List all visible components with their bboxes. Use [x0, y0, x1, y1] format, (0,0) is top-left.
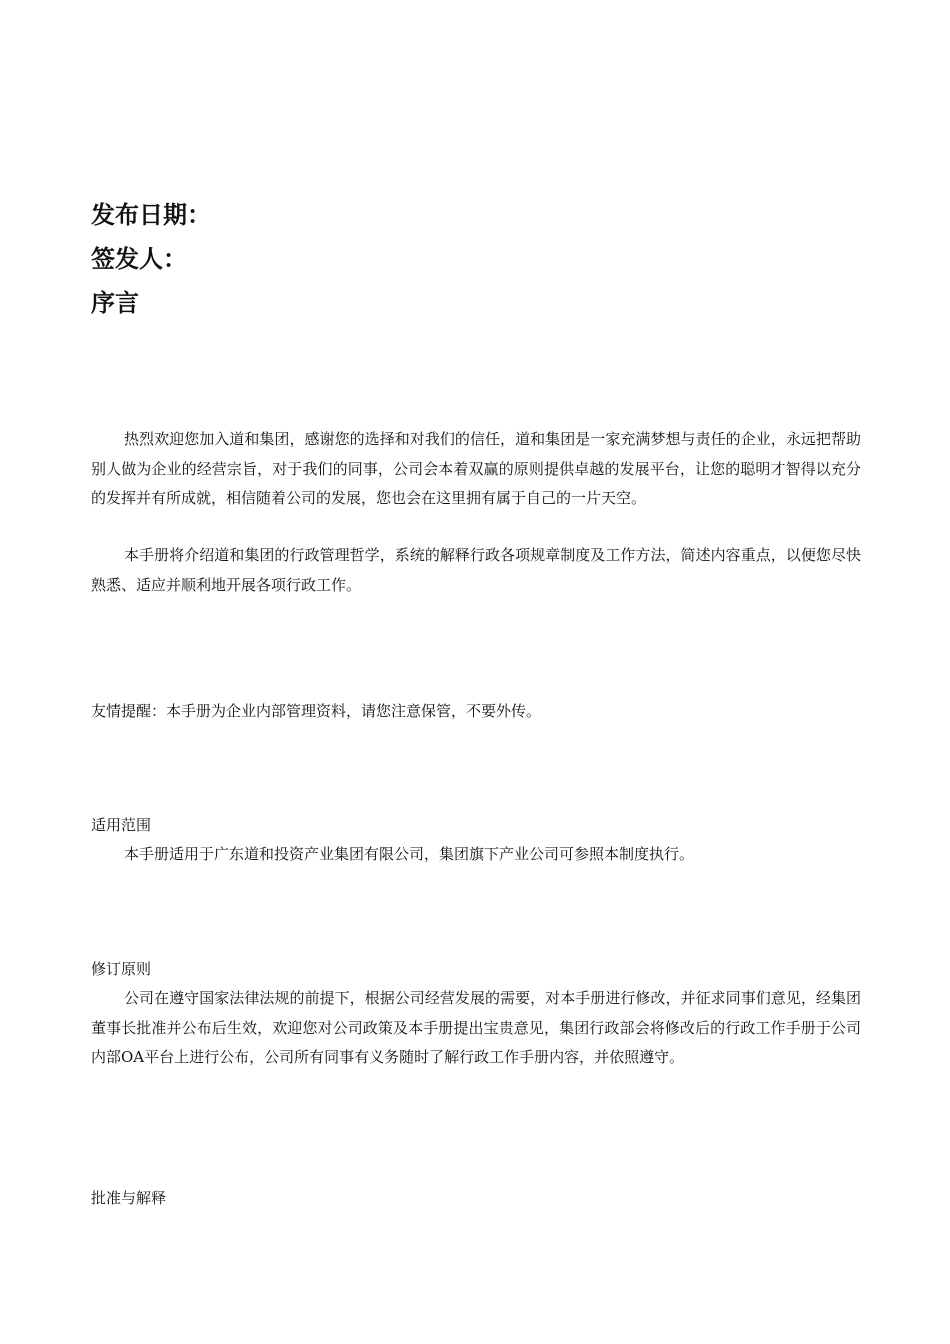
revision-title: 修订原则 [91, 960, 152, 978]
confidentiality-reminder: 友情提醒：本手册为企业内部管理资料，请您注意保管，不要外传。 [91, 702, 542, 720]
issuer-label: 签发人： [91, 245, 187, 273]
revision-text: 公司在遵守国家法律法规的前提下，根据公司经营发展的需要，对本手册进行修改，并征求同事们意见，经集团董事长批准并公布后生效，欢迎您对公司政策及本手册提出宝贵意见，集团行政部会将修改后的行政工作手册于公司内部OA平台上进行公布，公司所有同事有义务随时了解行政工作手册内容，并依照遵守。 [91, 989, 861, 1066]
publish-date-label: 发布日期： [91, 201, 211, 229]
approval-title: 批准与解释 [91, 1189, 167, 1207]
scope-title: 适用范围 [91, 816, 152, 834]
scope-text: 本手册适用于广东道和投资产业集团有限公司，集团旗下产业公司可参照本制度执行。 [124, 845, 695, 863]
preface-title: 序言 [91, 289, 139, 317]
preface-paragraph-2: 本手册将介绍道和集团的行政管理哲学，系统的解释行政各项规章制度及工作方法，简述内容重点，以便您尽快熟悉、适应并顺利地开展各项行政工作。 [91, 546, 861, 594]
preface-paragraph-1: 热烈欢迎您加入道和集团，感谢您的选择和对我们的信任，道和集团是一家充满梦想与责任的企业，永远把帮助别人做为企业的经营宗旨，对于我们的同事，公司会本着双赢的原则提供卓越的发展平台，让您的聪明才智得以充分的发挥并有所成就，相信随着公司的发展，您也会在这里拥有属于自己的一片天空。 [91, 430, 861, 507]
